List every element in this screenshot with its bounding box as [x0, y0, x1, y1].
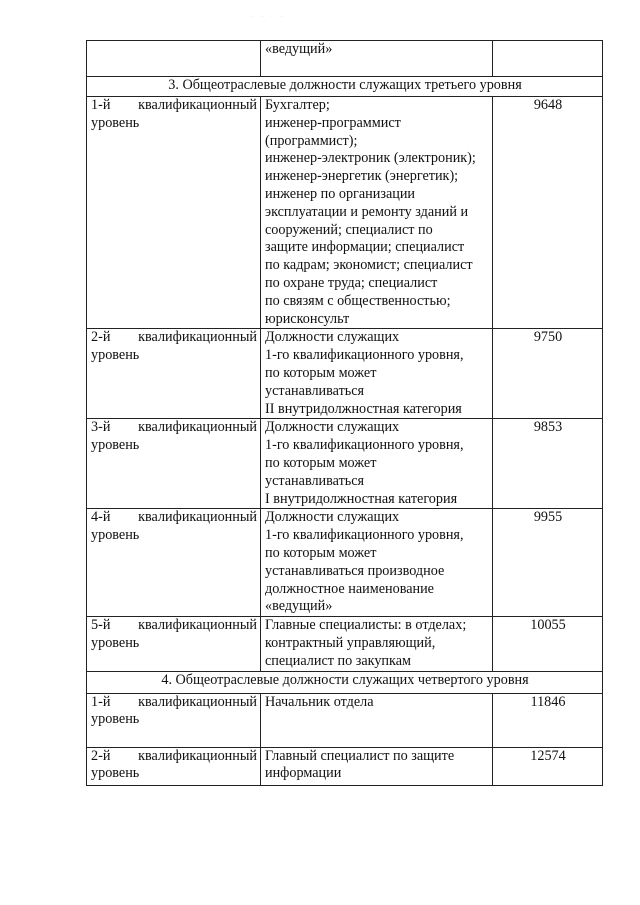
positions-cell: Главный специалист по защите информации — [261, 747, 493, 785]
salary-cell: 9648 — [493, 97, 603, 329]
salary-table — [86, 40, 603, 786]
table-row — [87, 329, 603, 419]
positions-cell: «ведущий» — [261, 41, 493, 77]
level-cell: 4-й квалификационный уровень — [87, 509, 261, 617]
level-cell: 1-й квалификационный уровень — [87, 693, 261, 747]
positions-cell: Главные специалисты: в отделах; контрактный управляющий, специалист по закупкам — [261, 617, 493, 671]
positions-cell: Начальник отдела — [261, 693, 493, 747]
positions-cell: Бухгалтер; инженер-программист (программист); инженер-электроник (электроник); инженер-энергетик (энергетик); инженер по организации эксплуатации и ремонту зданий и сооружений; специалист по защите информации; специалист по кадрам; экономист; специалист по охране труда; специалист по связям с общественностью; юрисконсульт — [261, 97, 493, 329]
section-header-row — [87, 671, 603, 693]
table-row — [87, 693, 603, 747]
section-4-title: 4. Общеотраслевые должности служащих четвертого уровня — [87, 671, 603, 693]
salary-cell: 9750 — [493, 329, 603, 419]
table-row — [87, 509, 603, 617]
salary-cell: 9955 — [493, 509, 603, 617]
level-cell: 5-й квалификационный уровень — [87, 617, 261, 671]
table-row — [87, 97, 603, 329]
table-row — [87, 419, 603, 509]
salary-cell: 10055 — [493, 617, 603, 671]
scan-artifact: · · · · — [252, 14, 286, 20]
section-3-title: 3. Общеотраслевые должности служащих третьего уровня — [87, 77, 603, 97]
level-cell: 1-й квалификационный уровень — [87, 97, 261, 329]
level-cell: 2-й квалификационный уровень — [87, 329, 261, 419]
salary-cell: 9853 — [493, 419, 603, 509]
table-row — [87, 747, 603, 785]
section-header-row — [87, 77, 603, 97]
salary-cell: 11846 — [493, 693, 603, 747]
positions-cell: Должности служащих 1-го квалификационного уровня, по которым может устанавливаться производное должностное наименование «ведущий» — [261, 509, 493, 617]
level-cell: 3-й квалификационный уровень — [87, 419, 261, 509]
table-row — [87, 617, 603, 671]
positions-cell: Должности служащих 1-го квалификационного уровня, по которым может устанавливаться II внутридолжностная категория — [261, 329, 493, 419]
table-row — [87, 41, 603, 77]
salary-cell: 12574 — [493, 747, 603, 785]
positions-cell: Должности служащих 1-го квалификационного уровня, по которым может устанавливаться I внутридолжностная категория — [261, 419, 493, 509]
salary-cell — [493, 41, 603, 77]
level-cell — [87, 41, 261, 77]
level-cell: 2-й квалификационный уровень — [87, 747, 261, 785]
